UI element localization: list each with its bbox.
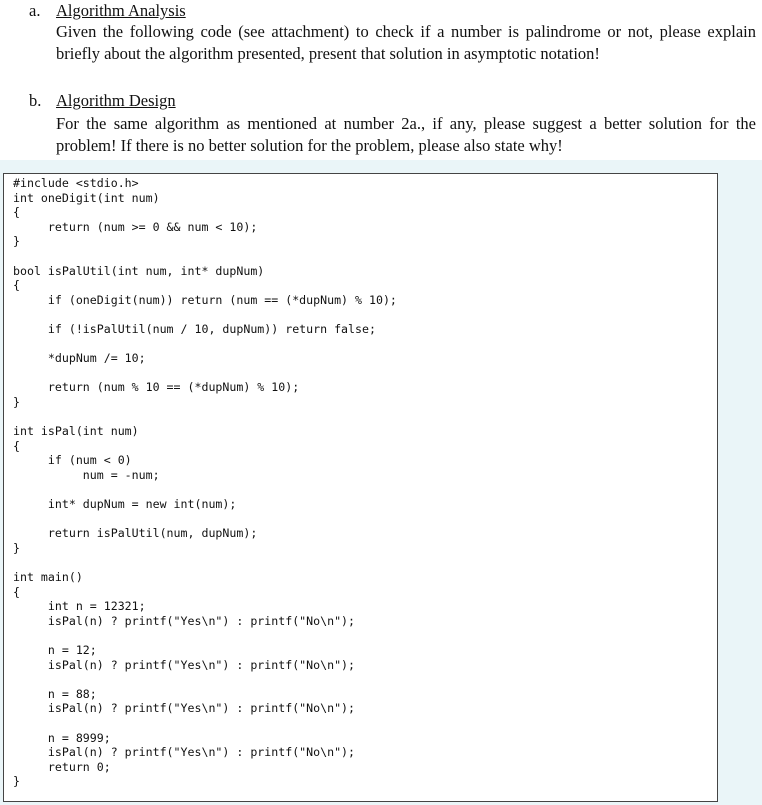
code-line <box>13 482 397 497</box>
code-line: } <box>13 234 20 249</box>
code-line <box>13 366 397 381</box>
code-line: } <box>13 774 20 789</box>
code-line: { <box>13 584 20 599</box>
code-line <box>13 249 397 264</box>
code-line: isPal(n) ? printf("Yes\n") : printf("No\n"); <box>13 745 356 760</box>
code-attachment-panel <box>0 160 762 805</box>
code-line <box>13 512 397 527</box>
code-line: { <box>13 438 20 453</box>
code-line: int oneDigit(int num) <box>13 190 160 205</box>
code-line: n = 8999; <box>13 730 111 745</box>
item-marker: a. <box>29 1 41 20</box>
item-marker: b. <box>29 91 42 110</box>
code-line <box>13 628 397 643</box>
code-line <box>13 716 397 731</box>
code-line: return (num >= 0 && num < 10); <box>13 219 258 234</box>
code-line: return (num % 10 == (*dupNum) % 10); <box>13 380 300 395</box>
code-line: if (!isPalUtil(num / 10, dupNum)) return false; <box>13 321 376 336</box>
code-line: n = 88; <box>13 686 97 701</box>
code-line: int* dupNum = new int(num); <box>13 497 237 512</box>
item-title: Algorithm Design <box>56 91 176 110</box>
code-line: isPal(n) ? printf("Yes\n") : printf("No\n"); <box>13 613 356 628</box>
code-line <box>13 337 397 352</box>
item-description: For the same algorithm as mentioned at number 2a., if any, please suggest a better solution for the problem! If there is no better solution for the problem, please also state why! <box>56 114 756 155</box>
code-line: #include <stdio.h> <box>13 176 139 190</box>
code-line: { <box>13 278 20 293</box>
code-line: { <box>13 205 20 220</box>
code-line: int main() <box>13 570 83 585</box>
code-box <box>3 173 718 802</box>
code-line: bool isPalUtil(int num, int* dupNum) <box>13 263 265 278</box>
code-line: num = -num; <box>13 467 160 482</box>
code-line: n = 12; <box>13 643 97 657</box>
code-line: isPal(n) ? printf("Yes\n") : printf("No\n"); <box>13 701 356 716</box>
code-line: } <box>13 394 20 409</box>
code-listing <box>13 176 397 789</box>
code-line: int n = 12321; <box>13 599 146 614</box>
code-line: return 0; <box>13 759 111 774</box>
code-line: } <box>13 540 20 555</box>
code-line <box>13 307 397 322</box>
code-line: int isPal(int num) <box>13 424 139 439</box>
code-line: if (oneDigit(num)) return (num == (*dupNum) % 10); <box>13 292 397 307</box>
code-line: if (num < 0) <box>13 453 132 468</box>
code-line: *dupNum /= 10; <box>13 351 146 366</box>
code-line: isPal(n) ? printf("Yes\n") : printf("No\n"); <box>13 657 356 672</box>
code-line <box>13 410 397 425</box>
code-line <box>13 672 397 687</box>
item-title: Algorithm Analysis <box>56 1 186 20</box>
code-line: return isPalUtil(num, dupNum); <box>13 526 258 541</box>
item-description: Given the following code (see attachment) to check if a number is palindrome or not, please explain briefly about the algorithm presented, present that solution in asymptotic notation! <box>56 22 756 63</box>
code-line <box>13 555 397 570</box>
